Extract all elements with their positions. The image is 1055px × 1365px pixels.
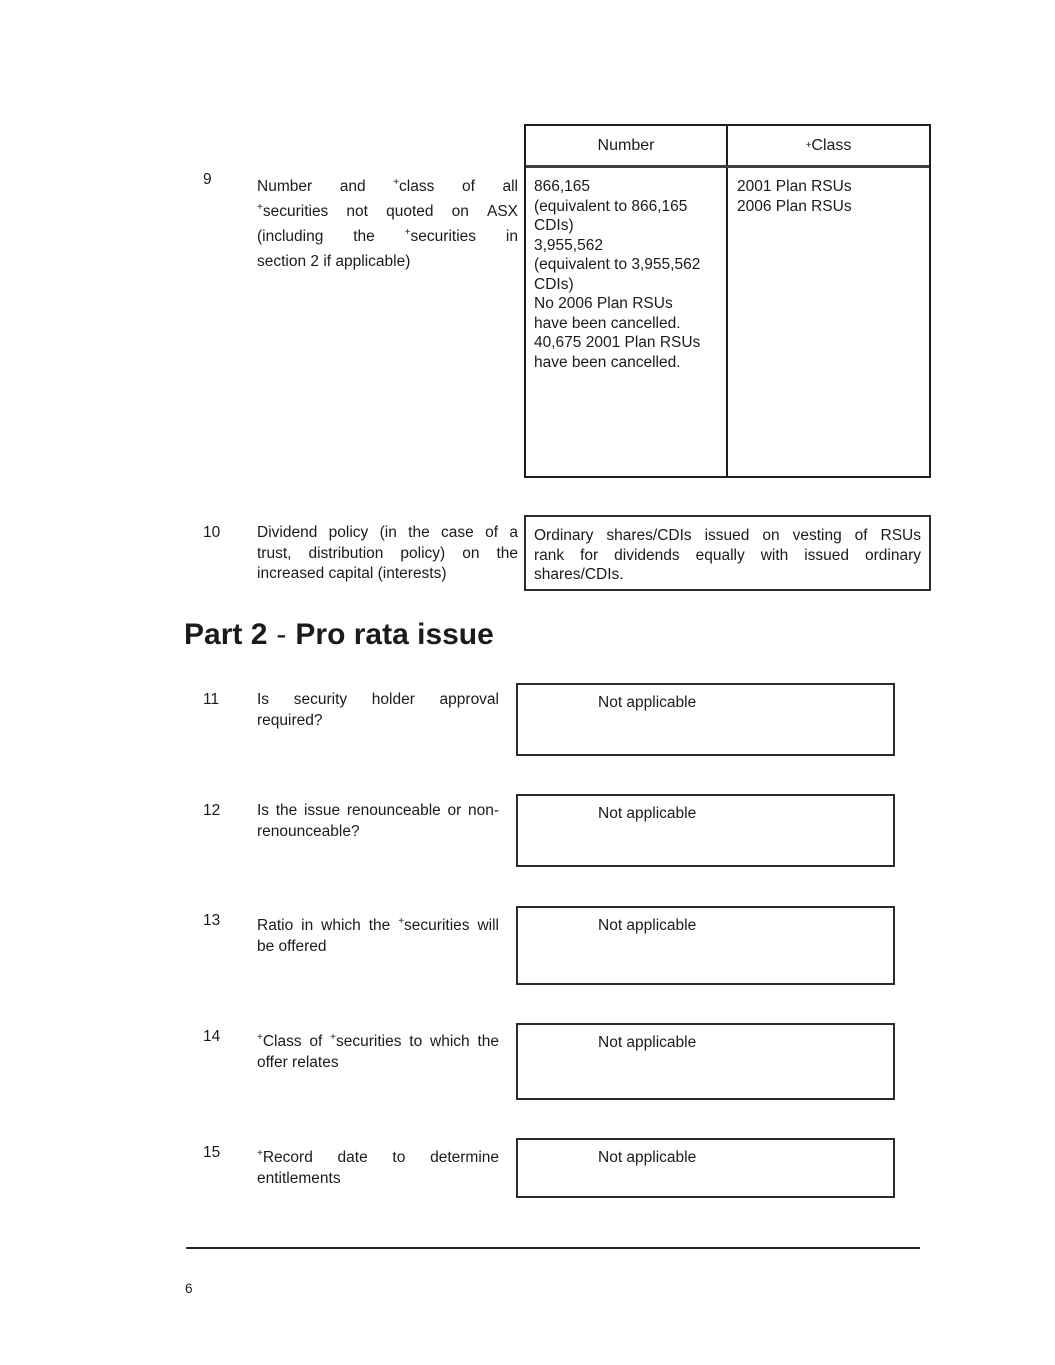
- answer-text: Not applicable: [598, 917, 697, 934]
- number-line: 3,955,562: [534, 236, 603, 254]
- superscript-plus: +: [257, 1147, 263, 1159]
- item-11-label: Is security holder approval required?: [257, 691, 499, 729]
- item-13-number: 13: [203, 912, 221, 929]
- table-cell-number: [526, 168, 728, 476]
- label-segment: Class of: [262, 1033, 331, 1050]
- header-label: Number: [597, 136, 655, 154]
- superscript-plus: +: [257, 201, 263, 213]
- superscript-plus: +: [398, 915, 405, 927]
- table-header-row: [526, 126, 929, 168]
- label-segment: securities in: [410, 228, 518, 245]
- number-line: 866,165: [534, 178, 591, 195]
- item-12-number: 12: [203, 802, 221, 819]
- label-segment: securities to which the offer relates: [257, 1033, 499, 1071]
- number-line: (equivalent to 3,955,562 CDIs): [534, 256, 701, 293]
- item-15-number: 15: [203, 1144, 221, 1161]
- answer-text: Not applicable: [598, 805, 697, 822]
- item-12-label: Is the issue renounceable or non-renounceable?: [257, 802, 499, 840]
- number-line: (equivalent to 866,165 CDIs): [534, 197, 688, 234]
- item-14-number: 14: [203, 1028, 221, 1045]
- superscript-plus: +: [330, 1031, 336, 1043]
- heading-separator: -: [276, 618, 287, 651]
- item-10-answer-box: [524, 515, 931, 591]
- item-9-label: [257, 174, 518, 274]
- footer-rule: [186, 1247, 920, 1249]
- superscript-plus: +: [404, 226, 411, 238]
- table-header-class: + Class: [805, 136, 852, 154]
- label-segment: Number and: [257, 178, 394, 195]
- number-note: 40,675 2001 Plan RSUs have been cancelled.: [534, 334, 701, 371]
- answer-text: Not applicable: [598, 1034, 697, 1051]
- label-segment: section 2 if applicable): [257, 253, 411, 270]
- class-line: 2006 Plan RSUs: [737, 197, 852, 215]
- item-15-answer-box: [516, 1138, 895, 1198]
- heading-text: Part 2: [184, 618, 268, 651]
- superscript-plus: +: [257, 1031, 263, 1043]
- item-10-number: 10: [203, 524, 221, 541]
- page-number: 6: [185, 1281, 193, 1296]
- answer-text: Not applicable: [598, 1149, 697, 1166]
- class-line: 2001 Plan RSUs: [737, 178, 852, 195]
- item-11-number: 11: [203, 691, 220, 708]
- number-note: No 2006 Plan RSUs have been cancelled.: [534, 295, 681, 332]
- label-segment: securities will be offered: [257, 917, 499, 955]
- item-14-answer-box: [516, 1023, 895, 1100]
- answer-text: Not applicable: [598, 694, 697, 711]
- label-segment: securities not quoted on ASX: [262, 203, 518, 220]
- item-13-label: [257, 916, 499, 957]
- label-segment: class of all: [399, 178, 518, 195]
- label-segment: Ratio in which the: [257, 917, 399, 934]
- item-14-label: [257, 1032, 499, 1073]
- header-label: Class: [811, 136, 852, 154]
- table-header-number: [526, 126, 728, 165]
- label-segment: Record date to determine entitlements: [257, 1149, 499, 1187]
- item-10-label: Dividend policy (in the case of a trust, distribution policy) on the increased capital (interests): [257, 524, 518, 582]
- item-12-answer-box: [516, 794, 895, 867]
- item-13-answer-box: [516, 906, 895, 985]
- part2-heading: [184, 617, 494, 653]
- item-11-answer-box: [516, 683, 895, 756]
- table-cell-class: [728, 168, 929, 476]
- answer-text: Ordinary shares/CDIs issued on vesting of RSUs rank for dividends equally with issued ordinary shares/CDIs.: [534, 527, 921, 583]
- item-9-number: 9: [203, 171, 212, 188]
- item-15-label: [257, 1148, 499, 1189]
- heading-text: Pro rata issue: [295, 618, 494, 651]
- label-segment: (including the: [257, 228, 405, 245]
- unquoted-securities-table: [524, 124, 931, 478]
- table-body-row: [526, 168, 929, 476]
- superscript-plus: +: [393, 176, 400, 188]
